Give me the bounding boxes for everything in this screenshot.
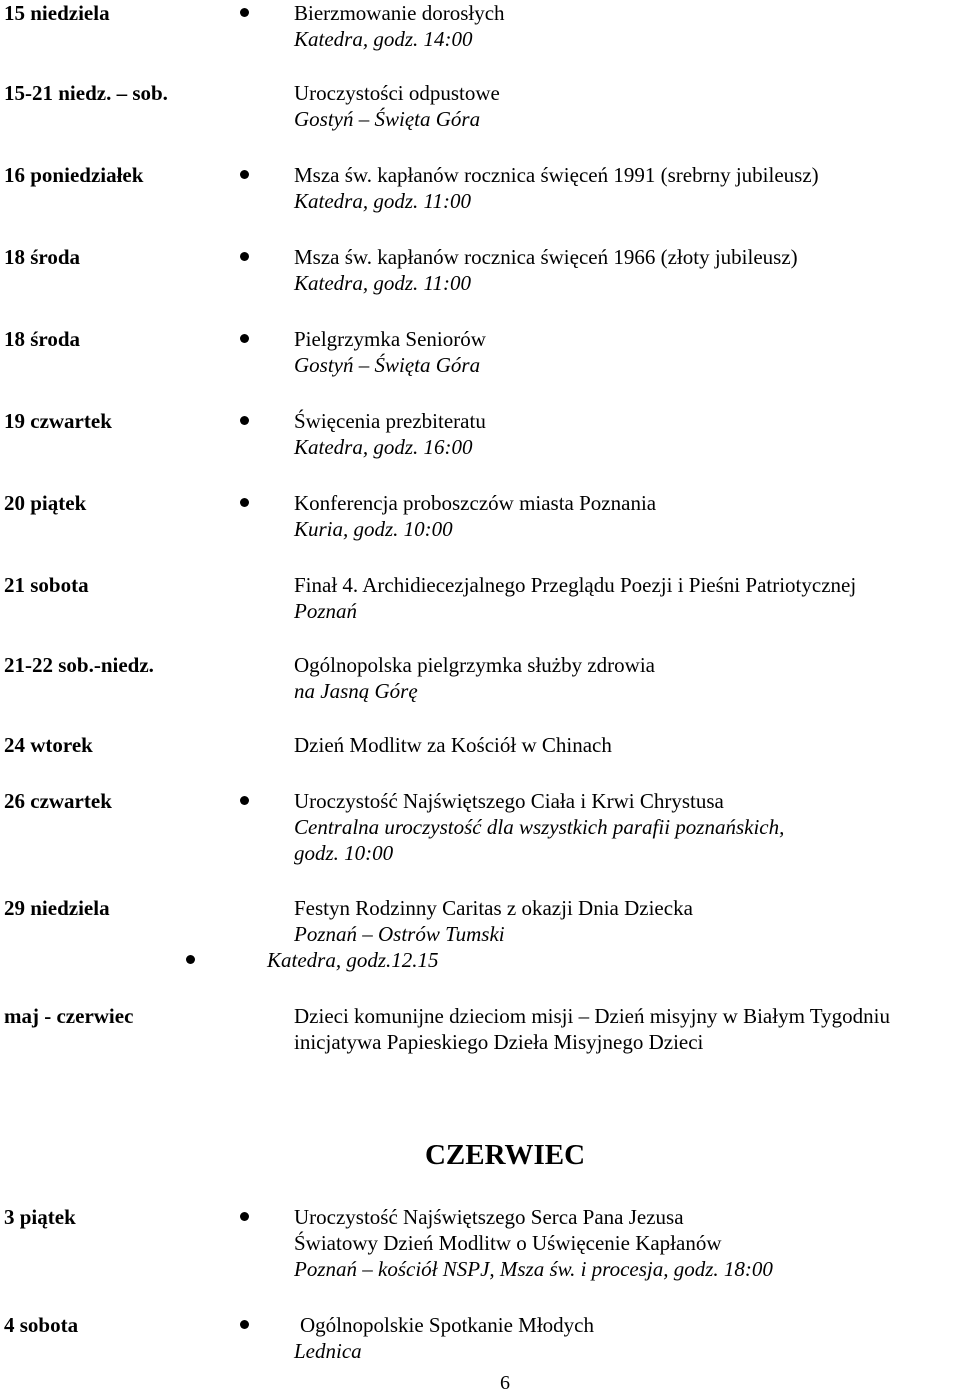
entry-date: 15-21 niedz. – sob.: [4, 81, 168, 105]
entry-date: 19 czwartek: [4, 409, 112, 433]
bullet-icon: [240, 252, 249, 261]
entry-date: 18 środa: [4, 245, 81, 269]
entry-title: Festyn Rodzinny Caritas z okazji Dnia Dziecka: [294, 896, 693, 920]
entry-title: Ogólnopolska pielgrzymka służby zdrowia: [294, 653, 655, 677]
section-title: CZERWIEC: [424, 1139, 586, 1171]
entry-title: Dzieci komunijne dzieciom misji – Dzień misyjny w Białym Tygodniu: [294, 1004, 890, 1028]
entry-title: Msza św. kapłanów rocznica święceń 1966 (złoty jubileusz): [294, 245, 798, 269]
entry-title: Święcenia prezbiteratu: [294, 409, 486, 433]
page-number: 6: [500, 1372, 510, 1394]
entry-date: maj - czerwiec: [4, 1004, 134, 1028]
entry-title: Pielgrzymka Seniorów: [294, 327, 486, 351]
entry-location: Poznań – Ostrów Tumski: [294, 922, 505, 946]
entry-description: inicjatywa Papieskiego Dzieła Misyjnego Dzieci: [294, 1030, 704, 1054]
entry-location: Lednica: [294, 1339, 362, 1363]
entry-date: 4 sobota: [4, 1313, 79, 1337]
entry-title: Konferencja proboszczów miasta Poznania: [294, 491, 657, 515]
bullet-icon: [240, 1320, 249, 1329]
bullet-icon: [240, 334, 249, 343]
entry-location: Poznań – kościół NSPJ, Msza św. i procesja, godz. 18:00: [294, 1257, 773, 1281]
entry-date: 20 piątek: [4, 491, 87, 515]
entry-subtitle: Światowy Dzień Modlitw o Uświęcenie Kapłanów: [294, 1231, 722, 1255]
entry-date: 15 niedziela: [4, 1, 110, 25]
entry-date: 29 niedziela: [4, 896, 110, 920]
entry-title: Dzień Modlitw za Kościół w Chinach: [294, 733, 612, 757]
entry-date: 24 wtorek: [4, 733, 93, 757]
entry-location: Centralna uroczystość dla wszystkich parafii poznańskich,: [294, 815, 785, 839]
entry-title: Uroczystość Najświętszego Ciała i Krwi Chrystusa: [294, 789, 724, 813]
entry-location: Katedra, godz. 11:00: [294, 189, 471, 213]
entry-date: 16 poniedziałek: [4, 163, 144, 187]
entry-date: 18 środa: [4, 327, 81, 351]
entry-title: Uroczystości odpustowe: [294, 81, 500, 105]
entry-title: Finał 4. Archidiecezjalnego Przeglądu Poezji i Pieśni Patriotycznej: [294, 573, 857, 597]
bullet-icon: [240, 1212, 249, 1221]
entry-date: 21-22 sob.-niedz.: [4, 653, 154, 677]
bullet-icon: [240, 498, 249, 507]
entry-date: 3 piątek: [4, 1205, 76, 1229]
entry-date: 21 sobota: [4, 573, 89, 597]
entry-location: Gostyń – Święta Góra: [294, 353, 481, 377]
entry-title: Ogólnopolskie Spotkanie Młodych: [300, 1313, 594, 1337]
entry-date: 26 czwartek: [4, 789, 112, 813]
bullet-icon: [186, 955, 195, 964]
entry-location: Gostyń – Święta Góra: [294, 107, 481, 131]
bullet-icon: [240, 8, 249, 17]
bullet-icon: [240, 796, 249, 805]
entry-location: Katedra, godz. 16:00: [294, 435, 473, 459]
entry-title: Msza św. kapłanów rocznica święceń 1991 (srebrny jubileusz): [294, 163, 819, 187]
entry-location: Katedra, godz. 14:00: [294, 27, 473, 51]
entry-location: na Jasną Górę: [294, 679, 418, 703]
entry-location: Katedra, godz. 11:00: [294, 271, 471, 295]
entry-location: Poznań: [294, 599, 357, 623]
entry-location: Kuria, godz. 10:00: [294, 517, 453, 541]
entry-title: Uroczystość Najświętszego Serca Pana Jezusa: [294, 1205, 684, 1229]
entry-extra-location: Katedra, godz.12.15: [267, 948, 439, 972]
bullet-icon: [240, 170, 249, 179]
bullet-icon: [240, 416, 249, 425]
entry-title: Bierzmowanie dorosłych: [294, 1, 505, 25]
entry-time: godz. 10:00: [294, 841, 394, 865]
